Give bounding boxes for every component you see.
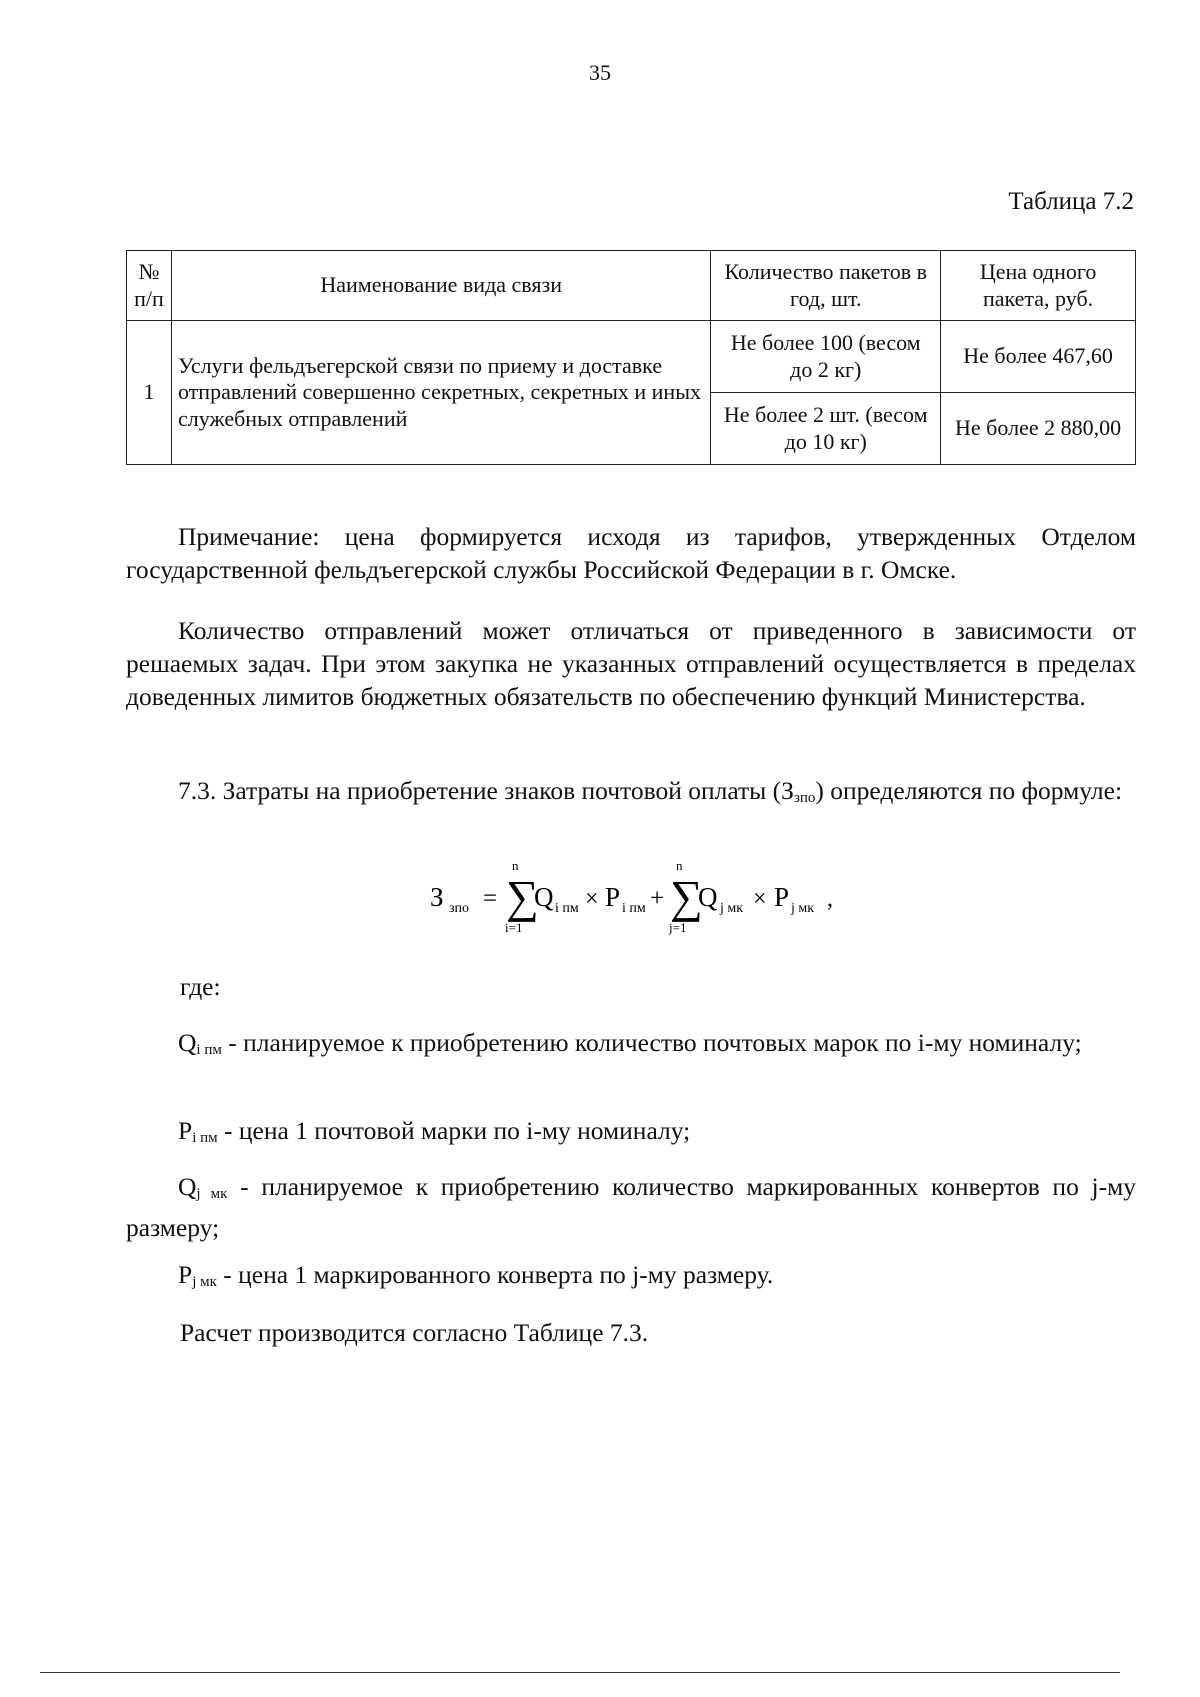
- final-paragraph: Расчет производится согласно Таблице 7.3.: [180, 1318, 649, 1347]
- quantity-paragraph: Количество отправлений может отличаться от приведенного в зависимости от решаемых задач. При этом закупка не указанных отправлений осуществляется в пределах доведенных лимитов бюджетных обязательств по обеспечению функций Министерства.: [126, 616, 1136, 711]
- formula-eq: =: [483, 885, 498, 912]
- section-7-3-paragraph: [126, 774, 1136, 815]
- table-header-row: [127, 251, 1136, 321]
- row-price-1: Не более 467,60: [941, 321, 1136, 393]
- row-num: 1: [127, 321, 172, 465]
- header-num: № п/п: [127, 251, 172, 321]
- definition-q-j: [126, 1170, 1136, 1244]
- formula: [420, 850, 860, 945]
- table-label: Таблица 7.2: [1008, 188, 1134, 215]
- formula-sum1-lower: i=1: [505, 920, 523, 935]
- def-symbol: Q: [178, 1172, 197, 1201]
- sum-icon: ∑: [506, 871, 539, 922]
- formula-times1: ×: [585, 886, 599, 912]
- def-text: - планируемое к приобретению количество почтовых марок по i-му номиналу;: [221, 1028, 1082, 1057]
- formula-sum1-upper: n: [512, 858, 519, 873]
- page-number: 35: [589, 60, 611, 85]
- section-7-3-text: 7.3. Затраты на приобретение знаков почтовой оплаты (З: [178, 776, 794, 805]
- definition-p-i: [126, 1114, 1136, 1155]
- formula-p2-sub: j мк: [791, 901, 815, 916]
- def-subscript: j мк: [192, 1274, 217, 1290]
- def-text: - цена 1 почтовой марки по i-му номиналу;: [217, 1116, 691, 1145]
- row-quantity-1: Не более 100 (весом до 2 кг): [711, 321, 941, 393]
- def-symbol: P: [178, 1116, 193, 1145]
- note-paragraph: Примечание: цена формируется исходя из тарифов, утвержденных Отделом государственной фельдъегерской службы Российской Федерации в г. Омске.: [126, 522, 1136, 584]
- where-label: где:: [180, 972, 221, 1001]
- formula-times2: ×: [753, 886, 767, 912]
- formula-p1-sub: i пм: [622, 901, 646, 916]
- row-price-2: Не более 2 880,00: [941, 393, 1136, 465]
- sum-icon: ∑: [670, 871, 703, 922]
- formula-p1: P: [605, 882, 621, 912]
- def-text: - планируемое к приобретению количество маркированных конвертов по j-му размеру;: [126, 1172, 1136, 1242]
- formula-q1-sub: i пм: [555, 901, 579, 916]
- def-text: - цена 1 маркированного конверта по j-му размеру.: [216, 1260, 774, 1289]
- formula-plus: +: [650, 885, 665, 912]
- def-symbol: Q: [178, 1028, 197, 1057]
- section-7-3-text-after: ) определяются по формуле:: [815, 776, 1123, 805]
- formula-q2-sub: j мк: [720, 901, 744, 916]
- def-symbol: P: [178, 1260, 193, 1289]
- definition-q-i: [126, 1026, 1136, 1067]
- def-subscript: j мк: [196, 1186, 228, 1202]
- formula-q2: Q: [698, 882, 718, 912]
- formula-lhs-sub: зпо: [449, 901, 470, 916]
- header-price: Цена одного пакета, руб.: [941, 251, 1136, 321]
- def-subscript: i пм: [196, 1042, 222, 1058]
- formula-comma: ,: [827, 886, 833, 912]
- row-name: Услуги фельдъегерской связи по приему и доставке отправлений совершенно секретных, секретных и иных служебных отправлений: [171, 321, 710, 465]
- formula-sum2-upper: n: [676, 858, 683, 873]
- def-subscript: i пм: [192, 1130, 218, 1146]
- header-name: Наименование вида связи: [171, 251, 710, 321]
- definition-p-j: [126, 1258, 1136, 1299]
- formula-p2: P: [774, 882, 790, 912]
- section-7-3-sub: зпо: [793, 790, 816, 806]
- bottom-divider: [40, 1672, 1120, 1673]
- formula-lhs: З: [430, 882, 444, 912]
- table-row: [127, 321, 1136, 393]
- formula-q1: Q: [534, 882, 554, 912]
- header-quantity: Количество пакетов в год, шт.: [711, 251, 941, 321]
- formula-sum2-lower: j=1: [669, 920, 687, 935]
- table-7-2: [126, 250, 1136, 465]
- row-quantity-2: Не более 2 шт. (весом до 10 кг): [711, 393, 941, 465]
